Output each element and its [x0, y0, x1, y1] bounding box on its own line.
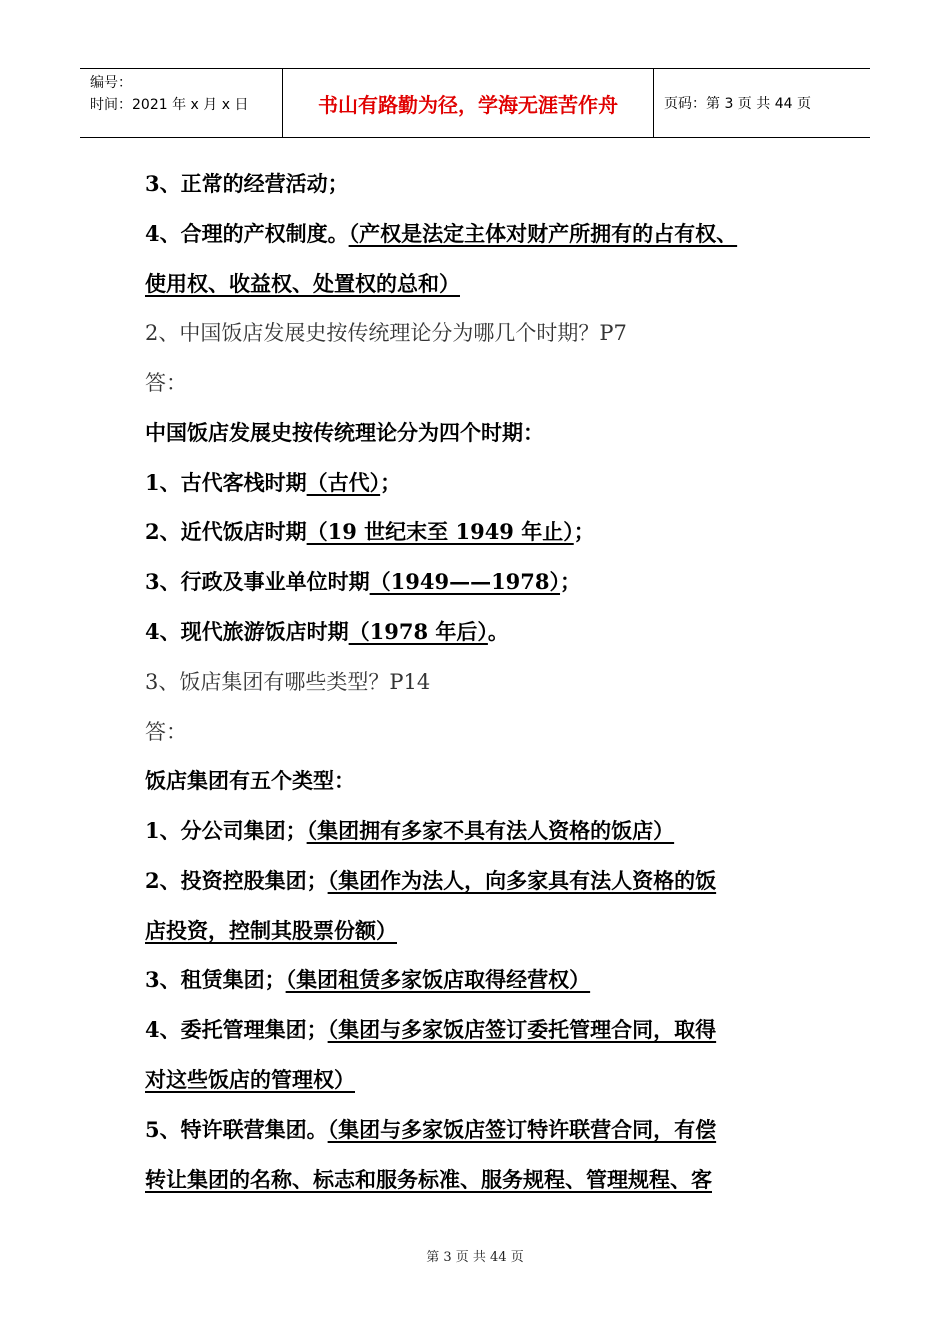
- document-time-label: 时间：2021 年 x 月 x 日: [90, 97, 249, 113]
- body-line: 4、合理的产权制度。（产权是法定主体对财产所拥有的占有权、: [145, 221, 738, 246]
- header-motto: 书山有路勤为径，学海无涯苦作舟: [282, 69, 654, 137]
- body-line: 2、近代饭店时期（19 世纪末至 1949 年止）；: [145, 519, 595, 544]
- answer-label: 答：: [145, 720, 187, 744]
- body-line: 饭店集团有五个类型：: [145, 768, 355, 793]
- body-line: 3、正常的经营活动；: [145, 171, 349, 196]
- document-header: [80, 68, 870, 138]
- header-page-info: 页码：第 3 页 共 44 页: [664, 96, 811, 112]
- body-line: 4、现代旅游饭店时期（1978 年后）。: [145, 619, 509, 644]
- document-number-label: 编号：: [90, 75, 132, 91]
- body-line: 使用权、收益权、处置权的总和）: [145, 271, 460, 296]
- body-line: 3、行政及事业单位时期（1949——1978）；: [145, 569, 582, 594]
- body-line: 2、投资控股集团；（集团作为法人，向多家具有法人资格的饭: [145, 868, 717, 893]
- body-line: 5、特许联营集团。（集团与多家饭店签订特许联营合同，有偿: [145, 1117, 717, 1142]
- body-line: 中国饭店发展史按传统理论分为四个时期：: [145, 420, 544, 445]
- body-line: 1、分公司集团；（集团拥有多家不具有法人资格的饭店）: [145, 818, 675, 843]
- question-heading: 2、中国饭店发展史按传统理论分为哪几个时期？P7: [145, 321, 627, 345]
- body-line: 店投资，控制其股票份额）: [145, 918, 397, 943]
- question-heading: 3、饭店集团有哪些类型？P14: [145, 670, 431, 694]
- body-line: 对这些饭店的管理权）: [145, 1067, 355, 1092]
- page-footer: 第 3 页 共 44 页: [426, 1250, 524, 1265]
- body-line: 转让集团的名称、标志和服务标准、服务规程、管理规程、客: [145, 1167, 712, 1192]
- answer-label: 答：: [145, 371, 187, 395]
- header-meta: [80, 69, 282, 137]
- body-line: 1、古代客栈时期（古代）；: [145, 470, 402, 495]
- body-line: 3、租赁集团；（集团租赁多家饭店取得经营权）: [145, 967, 591, 992]
- body-line: 4、委托管理集团；（集团与多家饭店签订委托管理合同，取得: [145, 1017, 717, 1042]
